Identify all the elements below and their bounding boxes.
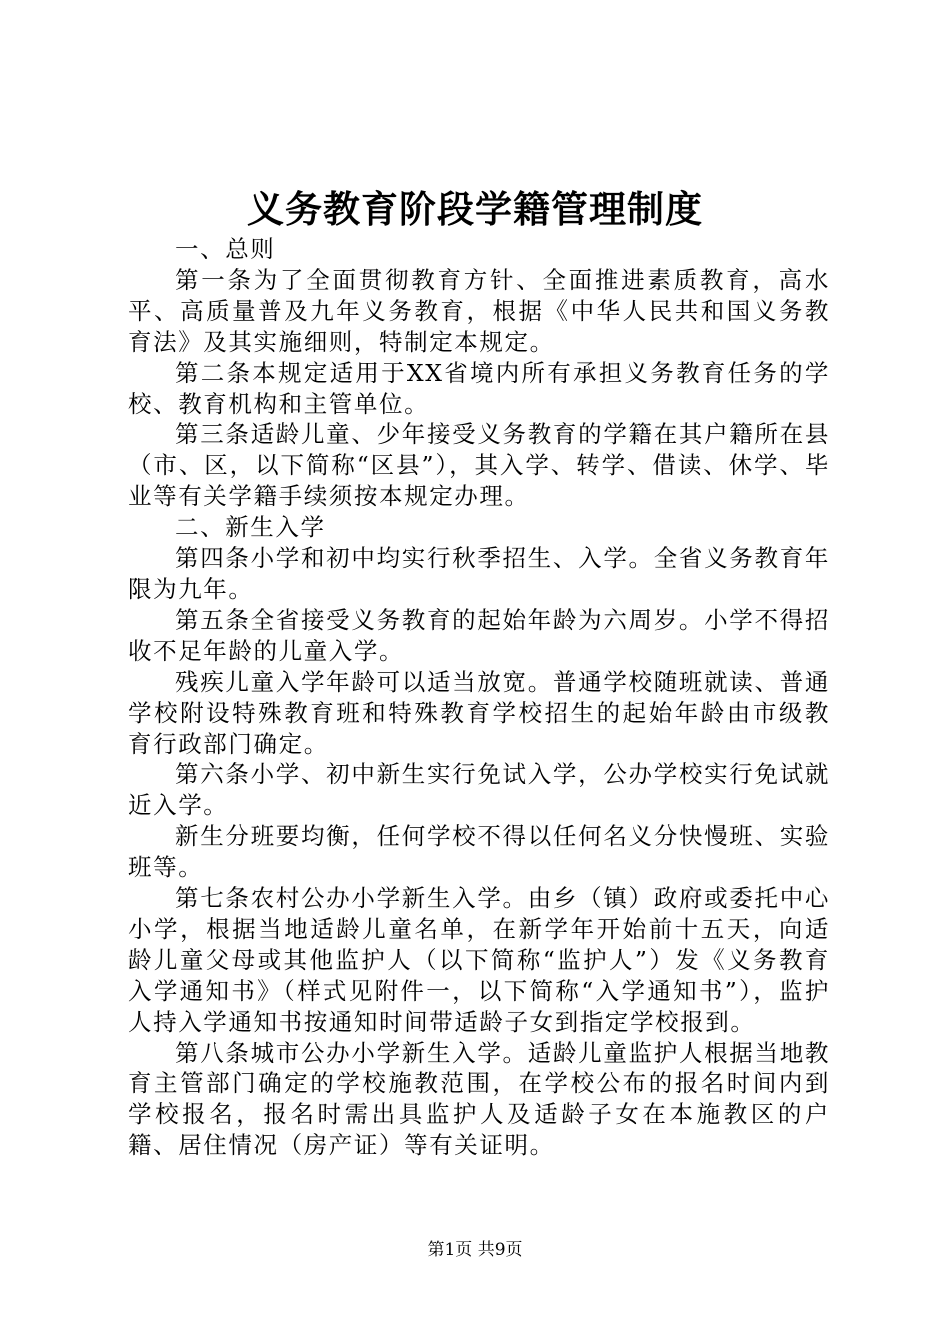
article-3-paragraph: 第三条适龄儿童、少年接受义务教育的学籍在其户籍所在县（市、区，以下简称“区县”），其入学、转学、借读、休学、毕业等有关学籍手续须按本规定办理。 <box>128 420 830 511</box>
disabled-children-paragraph: 残疾儿童入学年龄可以适当放宽。普通学校随班就读、普通学校附设特殊教育班和特殊教育学校招生的起始年龄由市级教育行政部门确定。 <box>128 667 830 758</box>
class-division-paragraph: 新生分班要均衡，任何学校不得以任何名义分快慢班、实验班等。 <box>128 822 830 882</box>
section-heading-enrollment: 二、新生入学 <box>175 513 326 542</box>
article-6-paragraph: 第六条小学、初中新生实行免试入学，公办学校实行免试就近入学。 <box>128 760 830 820</box>
article-4-paragraph: 第四条小学和初中均实行秋季招生、入学。全省义务教育年限为九年。 <box>128 544 830 603</box>
document-body <box>128 234 830 1161</box>
article-2-paragraph: 第二条本规定适用于XX省境内所有承担义务教育任务的学校、教育机构和主管单位。 <box>128 358 830 418</box>
article-8-paragraph: 第八条城市公办小学新生入学。适龄儿童监护人根据当地教育主管部门确定的学校施教范围，在学校公布的报名时间内到学校报名，报名时需出具监护人及适龄子女在本施教区的户籍、居住情况（房产证）等有关证明。 <box>128 1038 830 1160</box>
article-7-paragraph: 第七条农村公办小学新生入学。由乡（镇）政府或委托中心小学，根据当地适龄儿童名单，在新学年开始前十五天，向适龄儿童父母或其他监护人（以下简称“监护人”）发《义务教育入学通知书》（样式见附件一，以下简称“入学通知书”），监护人持入学通知书按通知时间带适龄子女到指定学校报到。 <box>128 884 830 1036</box>
article-1-paragraph: 第一条为了全面贯彻教育方针、全面推进素质教育，高水平、高质量普及九年义务教育，根据《中华人民共和国义务教育法》及其实施细则，特制定本规定。 <box>128 265 830 356</box>
article-5-paragraph: 第五条全省接受义务教育的起始年龄为六周岁。小学不得招收不足年龄的儿童入学。 <box>128 605 830 665</box>
section-heading-general: 一、总则 <box>175 235 276 263</box>
document-title: 义务教育阶段学籍管理制度 <box>247 187 703 231</box>
page-number-footer: 第1页 共9页 <box>427 1240 523 1260</box>
